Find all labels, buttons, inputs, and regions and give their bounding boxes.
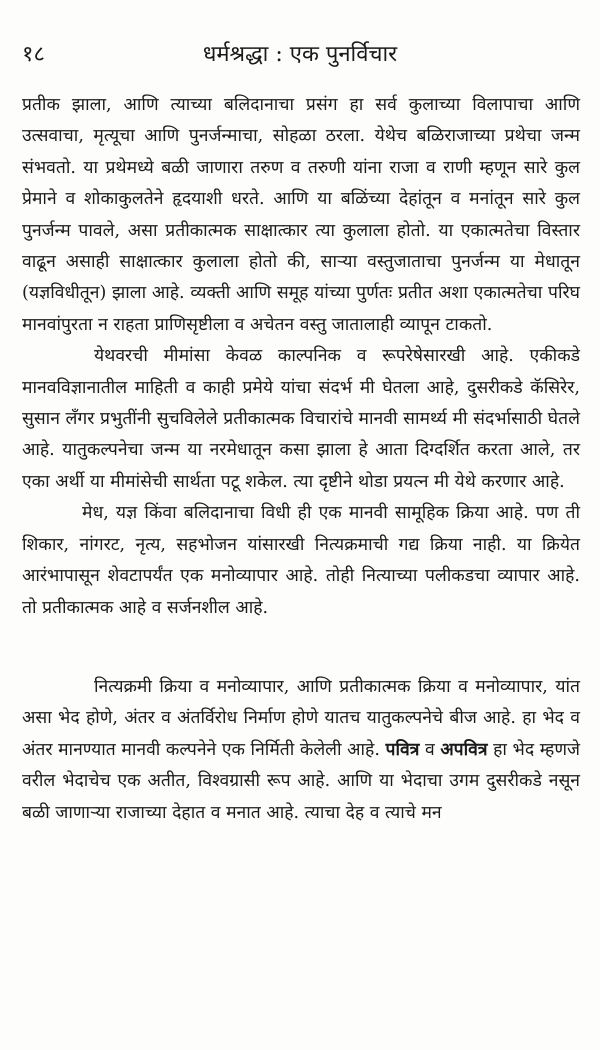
page-number: १८ bbox=[22, 42, 45, 67]
paragraph-2: येथवरची मीमांसा केवळ काल्पनिक व रूपरेषेसारखी आहे. एकीकडे मानवविज्ञानातील माहिती व काही प्रमेये यांचा संदर्भ मी घेतला आहे, दुसरीकडे कॅसिरेर, सुसान लँगर प्रभुतींनी सुचविलेले प्रतीकात्मक विचारांचे मानवी सामर्थ्य मी संदर्भासाठी घेतले आहे. यातुकल्पनेचा जन्म या नरमेधातून कसा झाला हे आता दिग्दर्शित करता आले, तर एका अर्थी या मीमांसेची सार्थता पटू शकेल. त्या दृष्टीने थोडा प्रयत्न मी येथे करणार आहे. bbox=[22, 346, 580, 492]
page-header bbox=[22, 38, 578, 72]
paragraph-1: प्रतीक झाला, आणि त्याच्या बलिदानाचा प्रसंग हा सर्व कुलाच्या विलापाचा आणि उत्सवाचा, मृत्यूचा आणि पुनर्जन्माचा, सोहळा ठरला. येथेच बळिराजाच्या प्रथेचा जन्म संभवतो. या प्रथेमध्ये बळी जाणारा तरुण व तरुणी यांना राजा व राणी म्हणून सारे कुल प्रेमाने व शोकाकुलतेने हृदयाशी धरते. आणि या बळिंच्या देहांतून व मनांतून सारे कुल पुनर्जन्म पावले, असा प्रतीकात्मक साक्षात्कार त्या कुलाला होतो. या एकात्मतेचा विस्तार वाढून असाही साक्षात्कार कुलाला होतो की, साऱ्या वस्तुजाताचा पुनर्जन्म या मेधातून (यज्ञविधीतून) झाला आहे. व्यक्ती आणि समूह यांच्या पुर्णतः प्रतीत अशा एकात्मतेचा परिघ मानवांपुरता न राहता प्राणिसृष्टीला व अचेतन वस्तु जातालाही व्यापून टाकतो. bbox=[22, 95, 580, 335]
bold-term-apavitra: अपवित्र bbox=[440, 739, 488, 760]
paragraph-4-text-a: नित्यक्रमी क्रिया व मनोव्यापार, आणि प्रतीकात्मक क्रिया व मनोव्यापार, यांत असा भेद होणे, अंतर व अंतर्विरोध निर्माण होणे यातच यातुकल्पनेचे बीज आहे. हा भेद व अंतर मानण्यात मानवी कल्पनेने एक निर्मिती केलेली आहे. bbox=[22, 676, 580, 760]
body-text bbox=[22, 90, 580, 829]
section-gap bbox=[22, 624, 580, 672]
paragraph-3: मेध, यज्ञ किंवा बलिदानाचा विधी ही एक मानवी सामूहिक क्रिया आहे. पण ती शिकार, नांगरट, नृत्य, सहभोजन यांसारखी नित्यक्रमाची गद्य क्रिया नाही. या क्रियेत आरंभापासून शेवटापर्यंत एक मनोव्यापार आहे. तोही नित्याच्या पलीकडचा व्यापार आहे. तो प्रतीकात्मक आहे व सर्जनशील आहे. bbox=[22, 503, 580, 618]
bold-term-pavitra: पवित्र bbox=[385, 739, 420, 760]
paragraph-4-conjunction: व bbox=[424, 739, 435, 760]
paragraph-4 bbox=[22, 672, 580, 829]
paragraph-4-text-b: हा भेद म्हणजे वरील भेदाचेच एक अतीत, विश्वग्रासी रूप आहे. आणि या भेदाचा उगम दुसरीकडे नसून बळी जाणाऱ्या राजाच्या देहात व मनात आहे. त्याचा देह व त्याचे मन bbox=[22, 739, 580, 823]
running-title: धर्मश्रद्धा : एक पुनर्विचार bbox=[202, 42, 398, 67]
